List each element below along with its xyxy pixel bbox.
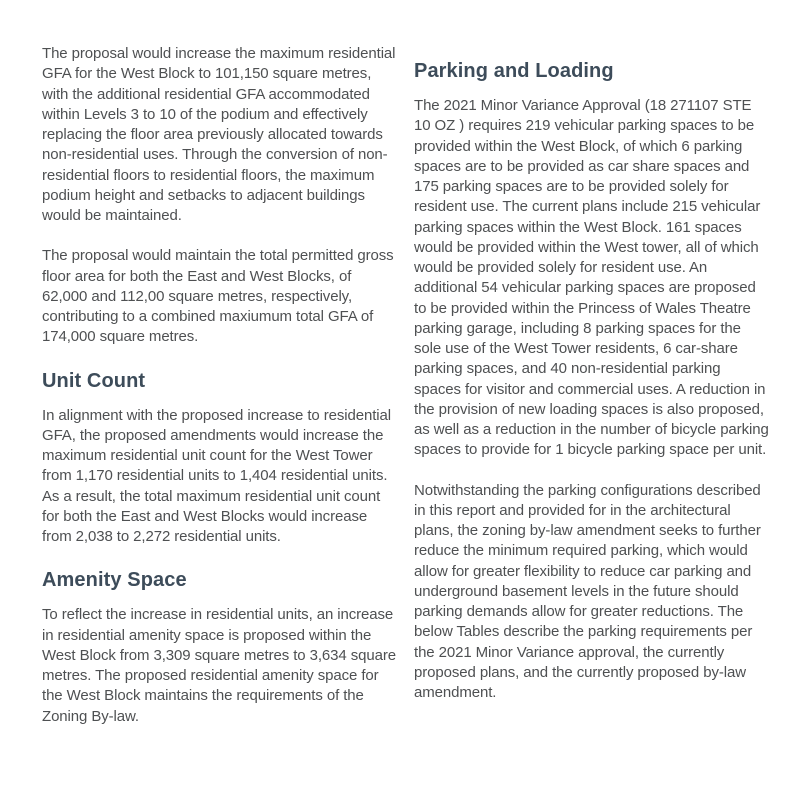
gfa-total-paragraph: The proposal would maintain the total permitted gross floor area for both the East and West Blocks, of 62,000 and 112,00 square metres, respectively, contributing to a combined maxiumum total GFA of 174,000 square metres. [42, 247, 394, 346]
amenity-space-paragraph: To reflect the increase in residential units, an increase in residential amenity space is proposed within the West Block from 3,309 square metres to 3,634 square metres. The proposed residential amenity space for the West Block maintains the requirements of the Zoning By-law. [42, 606, 396, 725]
unit-count-paragraph: In alignment with the proposed increase to residential GFA, the proposed amendments would increase the maximum residential unit count for the West Tower from 1,170 residential units to 1,404 residential units. As a result, the total maximum residential unit count for both the East and West Blocks would increase from 2,038 to 2,272 residential units. [42, 406, 391, 545]
unit-count-heading: Unit Count [42, 369, 146, 392]
left-column [42, 44, 398, 747]
parking-requirements-paragraph: The 2021 Minor Variance Approval (18 271107 STE 10 OZ ) requires 219 vehicular parking spaces to be provided within the West Block, of which 6 parking spaces are to be provided as car share spaces and 175 parking spaces are to be provided solely for resident use. The current plans include 215 vehicular parking spaces within the West Block. 161 spaces would be provided within the West tower, all of which would be provided solely for resident use. An additional 54 vehicular parking spaces are proposed to be provided within the Princess of Wales Theatre parking garage, including 8 parking spaces for the sole use of the West Tower residents, 6 car-share parking spaces, and 40 non-residential parking spaces for visitor and commercial uses. A reduction in the provision of new loading spaces is also proposed, as well as a reduction in the number of bicycle parking spaces to provide for 1 bicycle parking space per unit. [414, 97, 769, 459]
right-column [414, 44, 770, 747]
amenity-space-heading: Amenity Space [42, 569, 187, 592]
parking-bylaw-paragraph: Notwithstanding the parking configurations described in this report and provided for in the architectural plans, the zoning by-law amendment seeks to further reduce the minimum required parking, which would allow for greater flexibility to reduce car parking and underground basement levels in the future should parking demands allow for greater reductions. The below Tables describe the parking requirements per the 2021 Minor Variance approval, the currently proposed plans, and the currently proposed by-law amendment. [414, 481, 761, 701]
parking-loading-heading: Parking and Loading [414, 60, 614, 82]
gfa-increase-paragraph: The proposal would increase the maximum residential GFA for the West Block to 101,150 square metres, with the additional residential GFA accommodated within Levels 3 to 10 of the podium and effectively replacing the floor area previously allocated towards non-residential uses. Through the conversion of non-residential floors to residential floors, the maximum podium height and setbacks to adjacent buildings would be maintained. [42, 45, 396, 224]
two-column-layout [42, 44, 769, 747]
